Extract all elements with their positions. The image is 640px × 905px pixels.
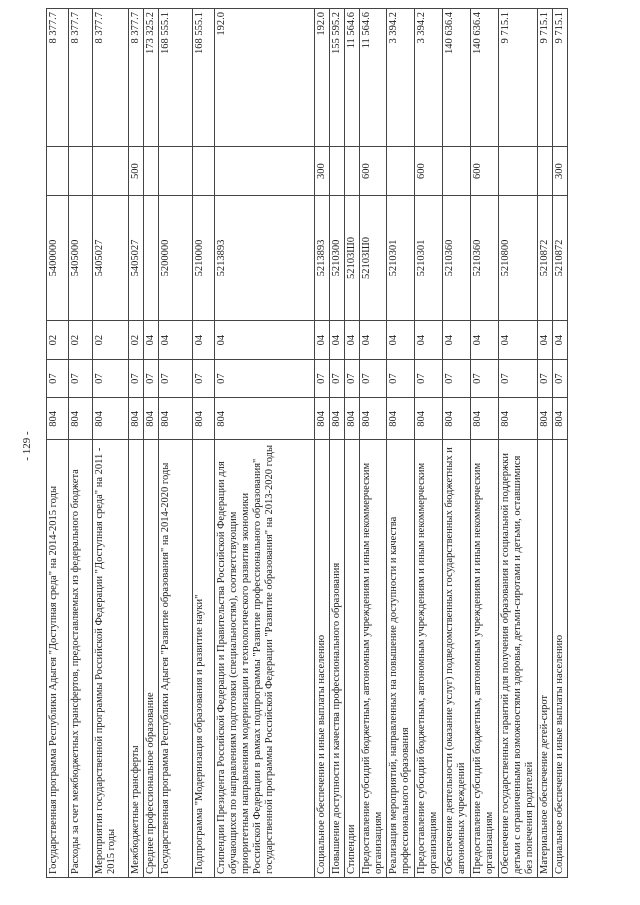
row-target-item-cell: 5405000	[69, 195, 93, 321]
row-ministry-code-cell: 804	[215, 398, 315, 440]
row-expense-type-cell	[47, 147, 69, 195]
row-section-cell: 07	[93, 359, 129, 398]
table-row	[193, 9, 215, 878]
row-ministry-code-cell: 804	[553, 398, 568, 440]
row-subsection-cell: 02	[47, 321, 69, 360]
row-expense-type-cell	[193, 147, 215, 195]
row-expense-type-cell: 600	[415, 147, 443, 195]
row-target-item-cell	[144, 195, 159, 321]
row-expense-type-cell	[159, 147, 193, 195]
row-amount-cell: 192.0	[315, 9, 330, 147]
row-subsection-cell: 02	[69, 321, 93, 360]
row-ministry-code-cell: 804	[93, 398, 129, 440]
row-name-cell: Мероприятия государственной программы Российской Федерации "Доступная среда" на 2011 - 2015 годы	[93, 440, 129, 878]
row-subsection-cell: 04	[360, 321, 387, 360]
row-subsection-cell: 04	[345, 321, 360, 360]
row-subsection-cell: 04	[387, 321, 415, 360]
row-name-cell: Государственная программа Республики Адыгея "Доступная среда" на 2014-2015 годы	[47, 440, 69, 878]
row-section-cell: 07	[315, 359, 330, 398]
row-ministry-code-cell: 804	[360, 398, 387, 440]
row-ministry-code-cell: 804	[471, 398, 499, 440]
table-row	[330, 9, 345, 878]
row-amount-cell: 155 595.2	[330, 9, 345, 147]
row-subsection-cell: 02	[93, 321, 129, 360]
row-name-cell: Среднее профессиональное образование	[144, 440, 159, 878]
table-row	[93, 9, 129, 878]
budget-table	[46, 8, 568, 878]
row-expense-type-cell: 300	[315, 147, 330, 195]
row-section-cell: 07	[215, 359, 315, 398]
row-section-cell: 07	[69, 359, 93, 398]
row-name-cell: Обеспечение деятельности (оказание услуг) подведомственных государственных бюджетных и автономных учреждений	[443, 440, 471, 878]
row-amount-cell: 8 377.7	[47, 9, 69, 147]
row-name-cell: Реализация мероприятий, направленных на повышение доступности и качества профессионального образования	[387, 440, 415, 878]
row-section-cell: 07	[538, 359, 553, 398]
row-section-cell: 07	[415, 359, 443, 398]
row-expense-type-cell: 500	[129, 147, 144, 195]
row-section-cell: 07	[499, 359, 538, 398]
row-ministry-code-cell: 804	[387, 398, 415, 440]
row-amount-cell: 168 555.1	[159, 9, 193, 147]
row-ministry-code-cell: 804	[69, 398, 93, 440]
row-expense-type-cell	[538, 147, 553, 195]
table-row	[144, 9, 159, 878]
table-row	[159, 9, 193, 878]
table-row	[47, 9, 69, 878]
row-expense-type-cell	[387, 147, 415, 195]
row-subsection-cell: 04	[553, 321, 568, 360]
row-target-item-cell: 52103Ш0	[360, 195, 387, 321]
row-subsection-cell: 04	[499, 321, 538, 360]
row-target-item-cell: 5400000	[47, 195, 69, 321]
row-target-item-cell: 5210000	[193, 195, 215, 321]
table-row	[360, 9, 387, 878]
table-row	[69, 9, 93, 878]
table-row	[345, 9, 360, 878]
row-name-cell: Предоставление субсидий бюджетным, автономным учреждениям и иным некоммерческим организациям	[471, 440, 499, 878]
row-target-item-cell: 5210800	[499, 195, 538, 321]
row-target-item-cell: 5213893	[215, 195, 315, 321]
row-ministry-code-cell: 804	[315, 398, 330, 440]
row-amount-cell: 8 377.7	[129, 9, 144, 147]
row-name-cell: Расходы за счет межбюджетных трансфертов, предоставляемых из федерального бюджета	[69, 440, 93, 878]
row-target-item-cell: 5210301	[415, 195, 443, 321]
row-expense-type-cell: 600	[360, 147, 387, 195]
row-expense-type-cell	[443, 147, 471, 195]
row-target-item-cell: 5210300	[330, 195, 345, 321]
row-expense-type-cell: 600	[471, 147, 499, 195]
row-target-item-cell: 5210872	[553, 195, 568, 321]
table-row	[415, 9, 443, 878]
row-ministry-code-cell: 804	[330, 398, 345, 440]
row-target-item-cell: 5210360	[471, 195, 499, 321]
budget-table-rotated	[46, 8, 612, 878]
row-amount-cell: 11 564.6	[360, 9, 387, 147]
row-section-cell: 07	[360, 359, 387, 398]
row-section-cell: 07	[193, 359, 215, 398]
table-row	[553, 9, 568, 878]
row-target-item-cell: 52103Ш0	[345, 195, 360, 321]
row-expense-type-cell	[69, 147, 93, 195]
row-subsection-cell: 04	[330, 321, 345, 360]
row-section-cell: 07	[129, 359, 144, 398]
row-target-item-cell: 5210360	[443, 195, 471, 321]
row-target-item-cell: 5405027	[129, 195, 144, 321]
row-expense-type-cell	[93, 147, 129, 195]
row-subsection-cell: 04	[415, 321, 443, 360]
row-amount-cell: 9 715.1	[538, 9, 553, 147]
row-ministry-code-cell: 804	[538, 398, 553, 440]
table-row	[315, 9, 330, 878]
row-name-cell: Государственная программа Республики Адыгея "Развитие образования" на 2014-2020 годы	[159, 440, 193, 878]
table-row	[443, 9, 471, 878]
row-expense-type-cell	[144, 147, 159, 195]
table-row	[387, 9, 415, 878]
row-name-cell: Повышение доступности и качества профессионального образования	[330, 440, 345, 878]
row-section-cell: 07	[553, 359, 568, 398]
row-subsection-cell: 02	[129, 321, 144, 360]
row-subsection-cell: 04	[443, 321, 471, 360]
row-section-cell: 07	[471, 359, 499, 398]
row-section-cell: 07	[387, 359, 415, 398]
row-target-item-cell: 5210301	[387, 195, 415, 321]
row-target-item-cell: 5405027	[93, 195, 129, 321]
row-name-cell: Обеспечение государственных гарантий для получения образования и социальной поддержки детьми с ограниченными возможностями здоровья, детьми-сиротами и детьми, оставшимися без попечения родителей	[499, 440, 538, 878]
row-expense-type-cell	[499, 147, 538, 195]
row-ministry-code-cell: 804	[144, 398, 159, 440]
row-target-item-cell: 5210872	[538, 195, 553, 321]
row-ministry-code-cell: 804	[499, 398, 538, 440]
row-subsection-cell: 04	[315, 321, 330, 360]
row-subsection-cell: 04	[471, 321, 499, 360]
row-expense-type-cell	[345, 147, 360, 195]
row-expense-type-cell	[215, 147, 315, 195]
row-name-cell: Подпрограмма "Модернизация образования и развитие науки"	[193, 440, 215, 878]
row-ministry-code-cell: 804	[415, 398, 443, 440]
row-amount-cell: 3 394.2	[387, 9, 415, 147]
row-ministry-code-cell: 804	[443, 398, 471, 440]
row-ministry-code-cell: 804	[345, 398, 360, 440]
row-amount-cell: 9 715.1	[499, 9, 538, 147]
table-row	[471, 9, 499, 878]
row-amount-cell: 8 377.7	[69, 9, 93, 147]
row-expense-type-cell: 300	[553, 147, 568, 195]
row-subsection-cell: 04	[159, 321, 193, 360]
row-amount-cell: 173 325.2	[144, 9, 159, 147]
row-subsection-cell: 04	[144, 321, 159, 360]
row-ministry-code-cell: 804	[47, 398, 69, 440]
row-ministry-code-cell: 804	[129, 398, 144, 440]
row-amount-cell: 140 636.4	[443, 9, 471, 147]
row-amount-cell: 168 555.1	[193, 9, 215, 147]
row-name-cell: Социальное обеспечение и иные выплаты населению	[553, 440, 568, 878]
row-section-cell: 07	[345, 359, 360, 398]
row-amount-cell: 140 636.4	[471, 9, 499, 147]
row-subsection-cell: 04	[193, 321, 215, 360]
row-name-cell: Предоставление субсидий бюджетным, автономным учреждениям и иным некоммерческим организациям	[415, 440, 443, 878]
row-name-cell: Социальное обеспечение и иные выплаты населению	[315, 440, 330, 878]
row-amount-cell: 8 377.7	[93, 9, 129, 147]
row-target-item-cell: 5200000	[159, 195, 193, 321]
row-section-cell: 07	[47, 359, 69, 398]
row-name-cell: Материальное обеспечение детей-сирот	[538, 440, 553, 878]
row-name-cell: Стипендии Президента Российской Федерации и Правительства Российской Федерации для обучающихся по направлениям подготовки (специальностям), соответствующим приоритетным направлениям модернизации и технологического развития экономики Российской Федерации в рамках подпрограммы "Развитие профессионального образования" государственной программы Российской Федерации "Развитие образования" на 2013-2020 годы	[215, 440, 315, 878]
page-number: - 129 -	[21, 431, 33, 461]
row-name-cell: Межбюджетные трансферты	[129, 440, 144, 878]
row-section-cell: 07	[443, 359, 471, 398]
row-amount-cell: 192.0	[215, 9, 315, 147]
row-amount-cell: 11 564.6	[345, 9, 360, 147]
row-ministry-code-cell: 804	[193, 398, 215, 440]
row-amount-cell: 3 394.2	[415, 9, 443, 147]
row-name-cell: Предоставление субсидий бюджетным, автономным учреждениям и иным некоммерческим организациям	[360, 440, 387, 878]
row-amount-cell: 9 715.1	[553, 9, 568, 147]
row-ministry-code-cell: 804	[159, 398, 193, 440]
row-name-cell: Стипендии	[345, 440, 360, 878]
table-row	[129, 9, 144, 878]
row-section-cell: 07	[144, 359, 159, 398]
row-expense-type-cell	[330, 147, 345, 195]
row-target-item-cell: 5213893	[315, 195, 330, 321]
table-row	[499, 9, 538, 878]
table-row	[215, 9, 315, 878]
row-section-cell: 07	[159, 359, 193, 398]
row-subsection-cell: 04	[538, 321, 553, 360]
row-subsection-cell: 04	[215, 321, 315, 360]
table-row	[538, 9, 553, 878]
row-section-cell: 07	[330, 359, 345, 398]
